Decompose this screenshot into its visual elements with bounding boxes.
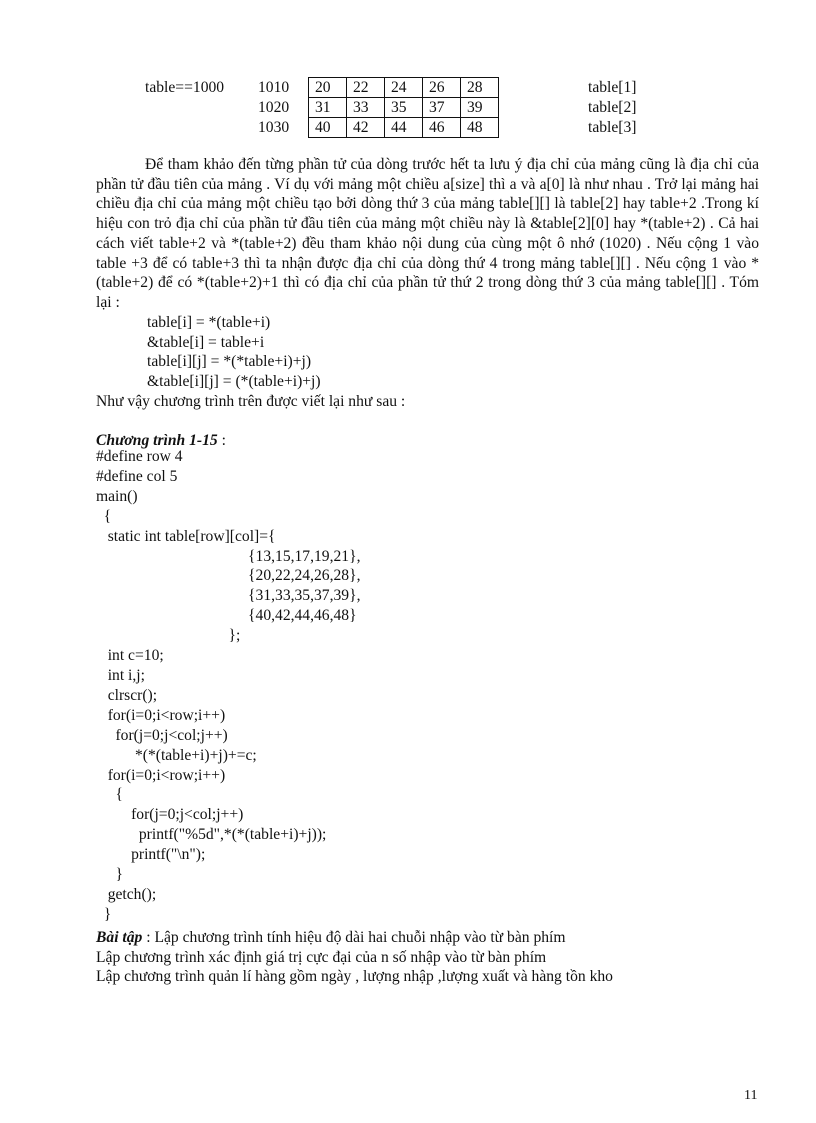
table-row xyxy=(309,98,499,118)
table-row xyxy=(309,78,499,98)
row-name-3: table[3] xyxy=(588,119,637,136)
row-address-3: 1030 xyxy=(258,119,290,136)
table-cell: 37 xyxy=(423,98,461,118)
formula-1: table[i] = *(table+i) xyxy=(147,314,271,331)
rewrite-line: Như vậy chương trình trên được viết lại như sau : xyxy=(96,393,406,410)
row-name-2: table[2] xyxy=(588,99,637,116)
table-cell: 33 xyxy=(347,98,385,118)
table-cell: 31 xyxy=(309,98,347,118)
table-row xyxy=(309,118,499,138)
table-cell: 44 xyxy=(385,118,423,138)
explanation-paragraph: Để tham khảo đến từng phần tử của dòng trước hết ta lưu ý địa chỉ của mảng cũng là địa chỉ của phần tử đầu tiên của mảng . Ví dụ với mảng một chiều a[size] thì a và a[0] là như nhau . Trở lại mảng hai chiều địa chỉ của mảng một chiều tạo bởi dòng thứ 3 của mảng table[][] là table[2] hay table+2 .Trong kí hiệu con trỏ địa chỉ của phần tử đầu tiên của mảng một chiều này là &table[2][0] hay *(table+2) . Cả hai cách viết table+2 và *(table+2) đều tham khảo nội dung của cùng một ô nhớ (1020) . Nếu cộng 1 vào table +3 để có table+3 thì ta nhận được địa chỉ của dòng thứ 4 trong mảng table[][] . Nếu cộng 1 vào *(table+2) để có *(table+2)+1 thì có địa chỉ của phần tử thứ 2 trong dòng thứ 3 của mảng table[][] . Tóm lại : xyxy=(96,156,759,311)
table-cell: 39 xyxy=(461,98,499,118)
table-cell: 28 xyxy=(461,78,499,98)
table-cell: 24 xyxy=(385,78,423,98)
formula-3: table[i][j] = *(*table+i)+j) xyxy=(147,353,312,370)
row-name-1: table[1] xyxy=(588,79,637,96)
table-cell: 46 xyxy=(423,118,461,138)
formula-2: &table[i] = table+i xyxy=(147,334,265,351)
table-cell: 42 xyxy=(347,118,385,138)
table-cell: 22 xyxy=(347,78,385,98)
exercises-title: Bài tập xyxy=(96,929,143,946)
memory-base-label: table==1000 xyxy=(145,79,225,96)
code-listing: #define row 4 #define col 5 main() { static int table[row][col]={ {13,15,17,19,21}, {20,22,24,26,28}, {31,33,35,37,39}, {40,42,44,46,48} }; int c=10; int i,j; clrscr(); for(i=0;i<row;i++) for(j=0;j<col;j++) *(*(table+i)+j)+=c; for(i=0;i<row;i++) { for(j=0;j<col;j++) printf("%5d",*(*(table+i)+j)); printf("\n"); } getch(); } xyxy=(96,448,361,923)
page-number: 11 xyxy=(744,1088,758,1103)
row-address-2: 1020 xyxy=(258,99,290,116)
table-cell: 40 xyxy=(309,118,347,138)
formula-4: &table[i][j] = (*(table+i)+j) xyxy=(147,373,321,390)
table-cell: 20 xyxy=(309,78,347,98)
memory-table xyxy=(308,77,499,138)
table-cell: 26 xyxy=(423,78,461,98)
exercise-line-1 xyxy=(96,928,566,947)
program-title: Chương trình 1-15 xyxy=(96,432,218,449)
table-cell: 48 xyxy=(461,118,499,138)
row-address-1: 1010 xyxy=(258,79,290,96)
exercise-item-1: : Lập chương trình tính hiệu độ dài hai chuỗi nhập vào từ bàn phím xyxy=(142,929,566,946)
table-cell: 35 xyxy=(385,98,423,118)
exercise-item-3: Lập chương trình quản lí hàng gồm ngày , lượng nhập ,lượng xuất và hàng tồn kho xyxy=(96,968,613,985)
exercise-item-2: Lập chương trình xác định giá trị cực đại của n số nhập vào từ bàn phím xyxy=(96,949,547,966)
program-title-suffix: : xyxy=(217,432,226,449)
